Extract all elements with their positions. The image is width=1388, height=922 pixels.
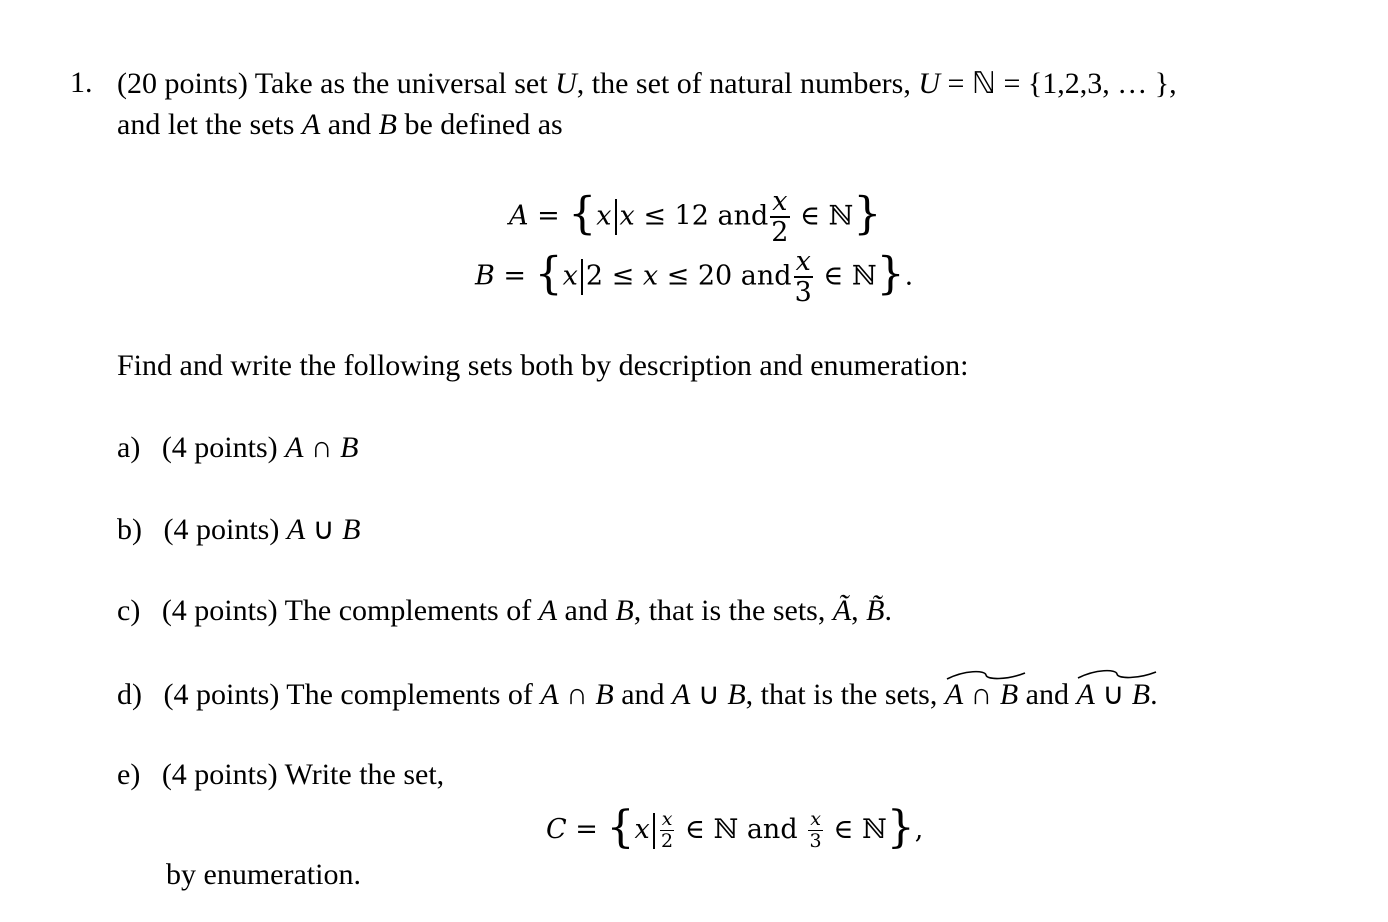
part-d-label: d) [117, 678, 142, 711]
instruction-text: Find and write the following sets both by description and enumeration: [117, 349, 969, 382]
problem-statement-line2: and let the sets A and B be defined as [117, 108, 563, 141]
part-b: b) (4 points) A ∪ B [117, 513, 361, 546]
part-b-label: b) [117, 513, 142, 546]
part-a: a) (4 points) A ∩ B [117, 431, 359, 464]
part-c: c) (4 points) The complements of A and B, that is the sets, Ã, B̃. [117, 594, 892, 627]
set-c-definition: C = {x $\frac{x}{2}$ ∈ ℕ and $\frac{x}{3}$ ∈ ℕ}, [546, 802, 924, 853]
complement-union: A ∪ B [1076, 677, 1150, 712]
part-d: d) (4 points) The complements of A ∩ B and A ∪ B, that is the sets, A ∩ B and A ∪ B. [117, 677, 1158, 712]
footer-text: by enumeration. [166, 858, 361, 891]
complement-intersection: A ∩ B [945, 678, 1018, 712]
part-c-label: c) [117, 594, 141, 627]
set-b-definition: B = {x 2 ≤ x ≤ 20 and $\frac{x}{3}$ ∈ ℕ}. [475, 246, 914, 308]
set-a-definition: A = {x x ≤ 12 and $\frac{x}{2}$ ∈ ℕ} [509, 186, 882, 248]
problem-number: 1. [70, 66, 93, 99]
part-a-label: a) [117, 431, 141, 464]
part-e-label: e) [117, 758, 141, 791]
problem-statement-line1: (20 points) Take as the universal set U, the set of natural numbers, U = ℕ = {1,2,3, … }, [117, 67, 1177, 100]
part-e: e) (4 points) Write the set, [117, 758, 445, 791]
